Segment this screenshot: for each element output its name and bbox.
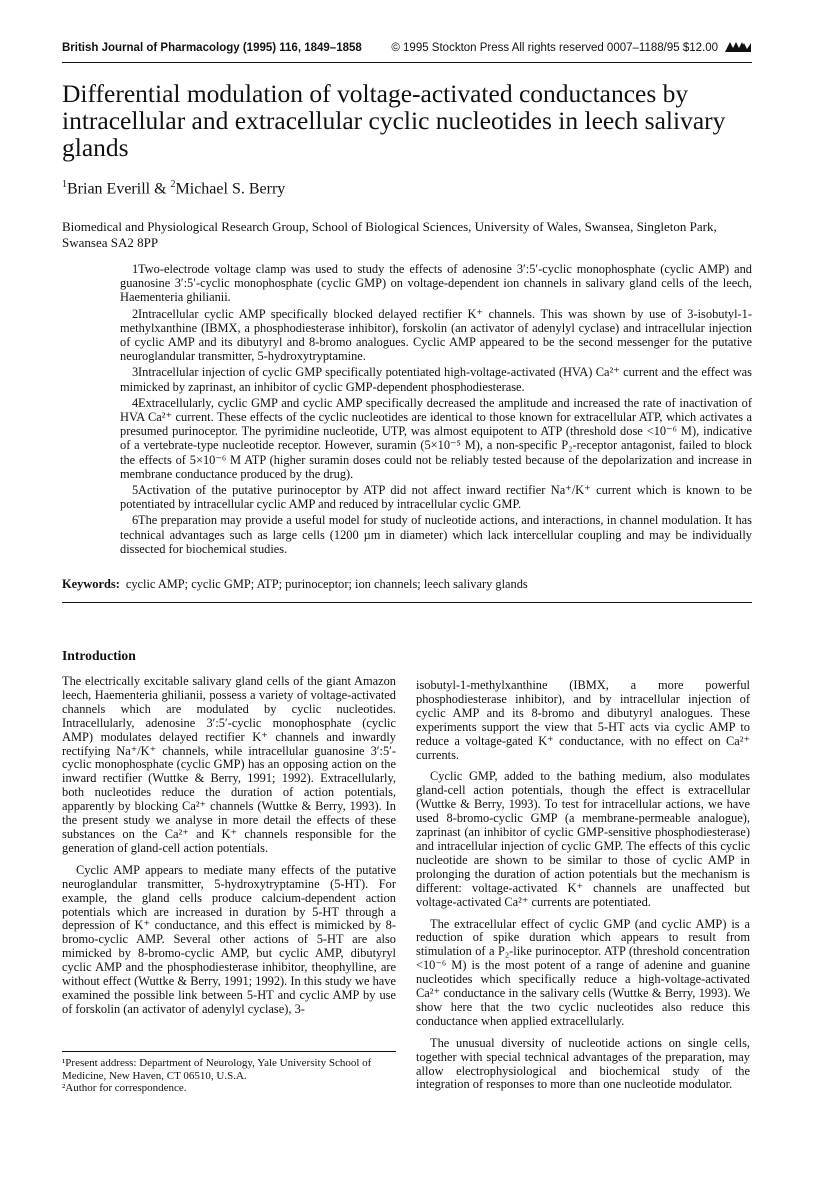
footnote: ²Author for correspondence. [62, 1082, 187, 1094]
author-1-footnote-mark: 1 [62, 179, 67, 190]
abstract-paragraph: 4Extracellularly, cyclic GMP and cyclic AMP specifically decreased the amplitude and increased the rate of inactivation of HVA Ca²⁺ current. These effects of the cyclic nucleotides are identical to those known for extracellular ATP, which activates a presumed purinoceptor. The pyrimidine nucleotide, UTP, was almost equipotent to ATP (threshold dose <10⁻⁶ M), indicative of a vertebrate-type nucleotide receptor. However, suramin (5×10⁻⁵ M), a non-specific P₂-receptor antagonist, failed to block the effects of 5×10⁻⁶ M ATP (higher suramin doses could not be reliably tested because of the depolarization and increase in membrane conductance produced by the drug). [120, 395, 752, 481]
running-header [62, 40, 752, 60]
abstract [120, 262, 752, 558]
intro-paragraph: The extracellular effect of cyclic GMP (and cyclic AMP) is a reduction of spike duration which appears to result from stimulation of a P₂-like purinoceptor. ATP (threshold concentration <10⁻⁶ M) is the most potent of a range of adenine and guanine nucleotides which specifically reduce a high-voltage-activated Ca²⁺ conductance in the salivary cells (Wuttke & Berry, 1993). We show here that the two cyclic nucleotides also reduce this conductance when applied extracellularly. [416, 916, 750, 1028]
author-2-footnote-mark: 2 [170, 179, 176, 190]
intro-paragraph: The electrically excitable salivary gland cells of the giant Amazon leech, Haementeria ghilianii, possess a variety of voltage-activated channels which are modulated by cyclic nucleotides. Intracellularly, adenosine 3′:5′-cyclic monophosphate (cyclic AMP) modulates delayed rectifier K⁺ channels and inwardly rectifying Na⁺/K⁺ channels, while intracellular guanosine 3′:5′-cyclic monophosphate (cyclic GMP) has an opposing action on the inward rectifier (Wuttke & Berry, 1991; 1992). Extracellularly, both nucleotides reduce the duration of action potentials, apparently by blocking Ca²⁺ channels (Wuttke & Berry, 1993). In the present study we analyse in more detail the effects of these substances on the Ca²⁺ and K⁺ channels responsible for the generation of gland-cell action potentials. [62, 674, 396, 855]
header-rule [62, 62, 752, 63]
keywords [62, 577, 762, 592]
copyright-line: © 1995 Stockton Press All rights reserved 0007–1188/95 $12.00 [391, 42, 718, 54]
abstract-number: 5 [132, 483, 139, 498]
author-2: Michael S. Berry [175, 180, 286, 198]
footnote: ¹Present address: Department of Neurology, Yale University School of Medicine, New Haven, CT 06510, U.S.A. [62, 1057, 372, 1082]
abstract-paragraph: 6The preparation may provide a useful model for study of nucleotide actions, and interactions, in channel modulation. It has technical advantages such as large cells (1200 µm in diameter) which lack intercellular coupling and may be individually dissected for biochemical studies. [120, 513, 752, 556]
intro-column-left [62, 675, 396, 1025]
stockton-press-logo-icon [724, 40, 752, 54]
journal-citation: British Journal of Pharmacology (1995) 116, 1849–1858 [62, 42, 362, 54]
keywords-text: cyclic AMP; cyclic GMP; ATP; purinoceptor; ion channels; leech salivary glands [125, 577, 528, 591]
affiliation: Biomedical and Physiological Research Group, School of Biological Sciences, University of Wales, Swansea, Singleton Park, Swansea SA2 8PP [62, 219, 717, 250]
abstract-number: 3 [132, 365, 139, 380]
abstract-number: 6 [132, 513, 139, 528]
abstract-paragraph: 3Intracellular injection of cyclic GMP specifically potentiated high-voltage-activated (HVA) Ca²⁺ current and the effect was mimicked by zaprinast, an inhibitor of cyclic GMP-dependent phosphodiesterase. [120, 365, 752, 394]
abstract-paragraph: 2Intracellular cyclic AMP specifically blocked delayed rectifier K⁺ channels. This was shown by use of 3-isobutyl-1-methylxanthine (IBMX, a phosphodiesterase inhibitor), forskolin (an activator of adenylyl cyclase) and intracellular injection of cyclic AMP and its dibutyryl and 8-bromo analogues. Cyclic AMP appeared to be the second messenger for the putative neuroglandular transmitter, 5-hydroxytryptamine. [120, 306, 752, 364]
intro-paragraph: Cyclic AMP appears to mediate many effects of the putative neuroglandular transmitter, 5-hydroxytryptamine (5-HT). For example, the gland cells produce calcium-dependent action potentials which are increased in duration by 5-HT through a depression of K⁺ conductance, and this effect is mimicked by 8-bromo-cyclic AMP. Several other actions of 5-HT are also mimicked by 8-bromo-cyclic AMP, but cyclic AMP, dibutyryl cyclic AMP and the phosphodiesterase inhibitor, theophylline, are without effect (Wuttke & Berry, 1991; 1992). In this study we have examined the possible link between 5-HT and cyclic AMP by use of forskolin (an activator of adenylyl cyclase), 3- [62, 862, 396, 1016]
intro-paragraph: The unusual diversity of nucleotide actions on single cells, together with special technical advantages of the preparation, may allow electrophysiological and biochemical study of the integration of responses to more than one nucleotide modulator. [416, 1035, 750, 1092]
author-line [62, 179, 285, 198]
abstract-paragraph: 1Two-electrode voltage clamp was used to study the effects of adenosine 3′:5′-cyclic monophosphate (cyclic AMP) and guanosine 3′:5′-cyclic monophosphate (cyclic GMP) on voltage-dependent ion channels in salivary gland cells of the leech, Haementeria ghilianii. [120, 262, 752, 305]
keywords-label: Keywords: [62, 577, 120, 591]
section-heading-introduction: Introduction [62, 648, 136, 663]
intro-paragraph: Cyclic GMP, added to the bathing medium, also modulates gland-cell action potentials, though the effect is extracellular (Wuttke & Berry, 1993). To test for intracellular actions, we have used 8-bromo-cyclic GMP (a membrane-permeable analogue), zaprinast (an inhibitor of cyclic GMP-sensitive phosphodiesterase) and intracellular injection of cyclic GMP. The effects of this cyclic nucleotide are shown to be similar to those of cyclic AMP in prolonging the duration of action potentials but the mechanism is different: voltage-activated K⁺ channels are unaffected but voltage-activated Ca²⁺ currents are potentiated. [416, 769, 750, 909]
author-1: Brian Everill & [67, 180, 171, 198]
abstract-number: 1 [132, 262, 139, 276]
abstract-number: 4 [132, 395, 139, 410]
article-title: Differential modulation of voltage-activated conductances by intracellular and extracellular cyclic nucleotides in leech salivary glands [62, 79, 726, 162]
abstract-number: 2 [132, 306, 139, 321]
intro-paragraph: isobutyl-1-methylxanthine (IBMX, a more powerful phosphodiesterase inhibitor), and by intracellular injection of cyclic AMP and its 8-bromo and dibutyryl analogues. These experiments support the view that 5-HT acts via cyclic AMP to reduce a voltage-gated K⁺ conductance, with no effect on Ca²⁺ currents. [416, 678, 750, 762]
footnote-rule [62, 1051, 396, 1052]
intro-column-right [416, 679, 750, 1100]
section-divider [62, 602, 752, 603]
abstract-paragraph: 5Activation of the putative purinoceptor by ATP did not affect inward rectifier Na⁺/K⁺ current which is known to be potentiated by intracellular cyclic AMP and reduced by intracellular cyclic GMP. [120, 483, 752, 512]
footnotes [62, 1051, 396, 1095]
